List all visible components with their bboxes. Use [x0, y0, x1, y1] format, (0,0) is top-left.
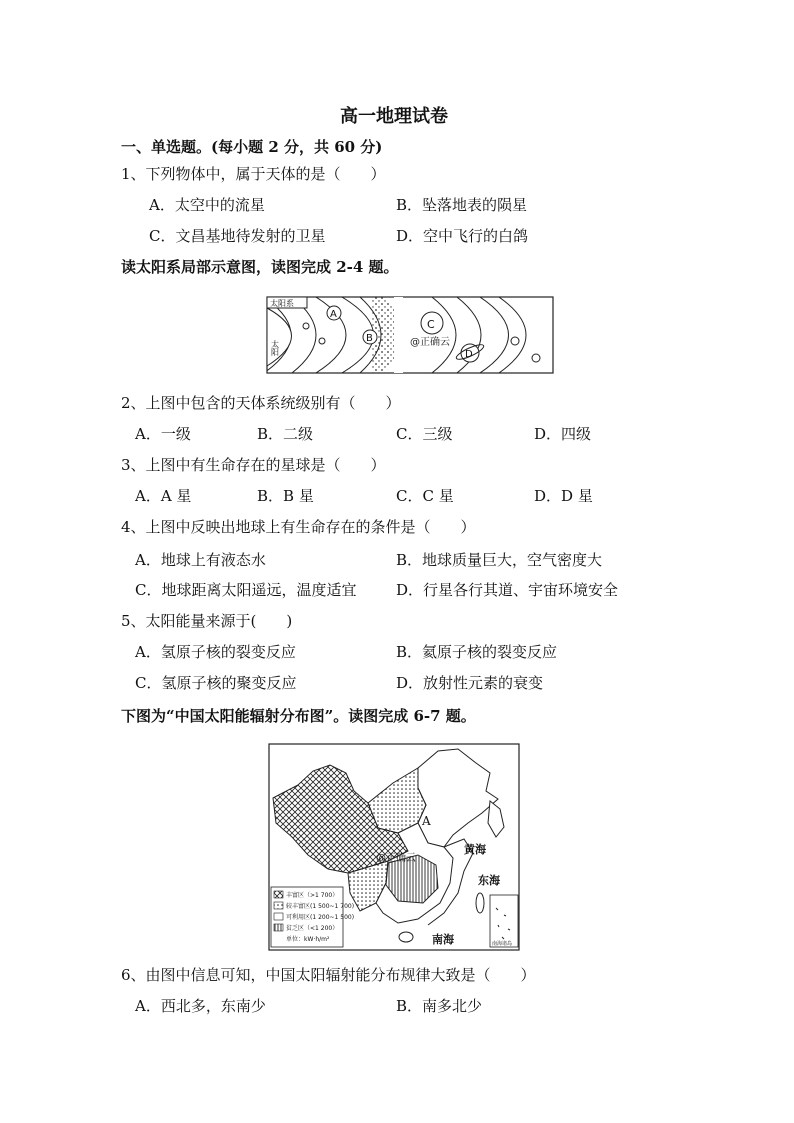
- yellow-sea-label: 黄海: [464, 843, 486, 856]
- question-3-option-a: A．A 星: [135, 487, 192, 505]
- question-4-stem: 4、上图中反映出地球上有生命存在的条件是（ ）: [121, 518, 476, 536]
- watermark: @正确云: [410, 337, 450, 348]
- planet-b-label: B: [366, 333, 373, 344]
- question-4-option-c: C．地球距离太阳遥远，温度适宜: [135, 581, 357, 599]
- question-1-stem: 1、下列物体中，属于天体的是（ ）: [121, 165, 386, 183]
- legend-unit: 单位：kW·h/m²: [286, 936, 330, 943]
- question-2-option-a: A．一级: [135, 425, 191, 443]
- sun-label: 太阳: [270, 340, 280, 356]
- section-heading: 一、单选题。(每小题 2 分，共 60 分): [121, 138, 383, 156]
- reading-intro-1: 读太阳系局部示意图，读图完成 2-4 题。: [121, 258, 399, 276]
- question-3-stem: 3、上图中有生命存在的星球是（ ）: [121, 456, 386, 474]
- question-2-stem: 2、上图中包含的天体系统级别有（ ）: [121, 394, 401, 412]
- inset-label: 南海诸岛: [492, 941, 513, 947]
- planet-a-label: A: [330, 309, 337, 320]
- region-a-label: A: [422, 814, 431, 828]
- question-3-option-d: D．D 星: [534, 487, 593, 505]
- question-2-option-b: B．二级: [257, 425, 314, 443]
- question-6-option-b: B．南多北少: [396, 997, 483, 1015]
- question-5-option-d: D．放射性元素的衰变: [396, 674, 544, 692]
- planet-c-label: C: [427, 318, 435, 331]
- planet-d-label: D: [465, 349, 473, 360]
- question-6-stem: 6、由图中信息可知，中国太阳辐射能分布规律大致是（ ）: [121, 966, 536, 984]
- south-sea-label: 南海: [432, 933, 454, 946]
- question-1-option-d: D．空中飞行的白鸽: [396, 227, 529, 245]
- question-4-option-b: B．地球质量巨大，空气密度大: [396, 551, 603, 569]
- question-1-option-b: B．坠落地表的陨星: [396, 196, 528, 214]
- question-2-option-c: C．三级: [396, 425, 453, 443]
- china-solar-radiation-map: [268, 743, 520, 951]
- question-5-option-b: B．氦原子核的裂变反应: [396, 643, 558, 661]
- legend-item-rich: 丰富区（>1 700）: [286, 892, 339, 899]
- watermark: @正确云: [376, 853, 416, 864]
- question-1-option-c: C．文昌基地待发射的卫星: [149, 227, 326, 245]
- solar-system-figure: [266, 296, 554, 374]
- legend-item-poor: 贫乏区（<1 200）: [286, 925, 339, 932]
- question-4-option-d: D．行星各行其道、宇宙环境安全: [396, 581, 619, 599]
- question-3-option-b: B．B 星: [257, 487, 314, 505]
- east-sea-label: 东海: [478, 874, 500, 887]
- question-5-option-a: A．氢原子核的裂变反应: [135, 643, 296, 661]
- question-4-option-a: A．地球上有液态水: [135, 551, 266, 569]
- question-2-option-d: D．四级: [534, 425, 592, 443]
- question-5-option-c: C．氢原子核的聚变反应: [135, 674, 297, 692]
- solar-system-corner-label: 太阳系: [270, 299, 294, 308]
- question-1-option-a: A．太空中的流星: [149, 196, 265, 214]
- page-title: 高一地理试卷: [340, 106, 448, 127]
- question-3-option-c: C．C 星: [396, 487, 454, 505]
- legend-item-usable: 可利用区(1 200~1 500): [286, 914, 355, 921]
- question-6-option-a: A．西北多，东南少: [135, 997, 266, 1015]
- reading-intro-2: 下图为“中国太阳能辐射分布图”。读图完成 6-7 题。: [121, 707, 476, 725]
- legend-item-fairly-rich: 较丰富区(1 500~1 700): [286, 903, 355, 910]
- question-5-stem: 5、太阳能量来源于( ): [121, 612, 293, 630]
